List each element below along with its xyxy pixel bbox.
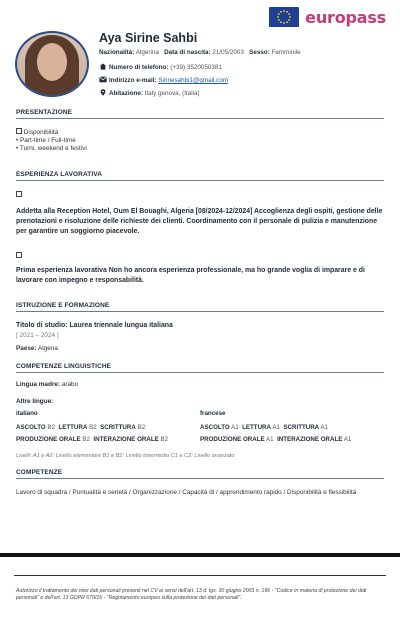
email-link[interactable]: Sirinesahbi1@gmail.com bbox=[158, 77, 229, 84]
address-value: Italy genova, (Italia) bbox=[144, 90, 200, 97]
nationality-label: Nazionalità: bbox=[99, 49, 135, 56]
phone-icon bbox=[99, 63, 107, 70]
section-title-lingue: COMPETENZE LINGUISTICHE bbox=[16, 363, 384, 373]
email-row: Indirizzo e-mail: Sirinesahbi1@gmail.com bbox=[99, 76, 228, 84]
document-icon bbox=[16, 191, 22, 197]
skills-list: Lavoro di squadra / Puntualità e serietà / Organizzazione / Capacità di / apprendimento rapido / Disponibilità e flessibilità bbox=[16, 489, 357, 496]
sex-label: Sesso: bbox=[249, 49, 270, 56]
footer-divider bbox=[14, 575, 386, 576]
other-languages-label: Altre lingue: bbox=[16, 398, 54, 405]
levels-note: Livelli: A1 e A2: Livello elementare B1 e B2: Livello intermedio C1 e C2: Livello avanzato bbox=[16, 453, 235, 459]
presentazione-content: Disponibilità • Part-time / Full-time • Turni, weekend e festivi bbox=[16, 129, 87, 153]
mother-tongue: Lingua madre: arabo bbox=[16, 381, 79, 388]
phone-row: Numero di telefono: (+39) 3520050381 bbox=[99, 63, 222, 71]
experience-item-icon-1 bbox=[16, 191, 386, 200]
europass-logo bbox=[269, 7, 386, 27]
section-title-esperienza: ESPERIENZA LAVORATIVA bbox=[16, 171, 384, 181]
experience-item-icon-2 bbox=[16, 252, 386, 261]
language-name-francese: francese bbox=[200, 410, 226, 417]
italiano-levels-row-1: ASCOLTO B2 LETTURA B2 SCRITTURA B2 bbox=[16, 424, 146, 431]
birth-value: 21/05/2003 bbox=[212, 49, 244, 56]
experience-item-1: Addetta alla Reception Hotel, Oum El Bouaghi, Algeria [08/2024-12/2024] Accoglienza degli ospiti, gestione delle prenotazioni e risoluzione delle richieste dei clienti. Coordinamento con il personale di pulizia e manutenzione per garantire un soggiorno piacevole. bbox=[16, 208, 383, 235]
section-title-competenze: COMPETENZE bbox=[16, 469, 384, 479]
language-name-italiano: italiano bbox=[16, 410, 38, 417]
degree-dates: [ 2021 – 2024 ] bbox=[16, 332, 59, 339]
document-icon bbox=[16, 252, 22, 258]
italiano-levels-row-2: PRODUZIONE ORALE B2 INTERAZIONE ORALE B2 bbox=[16, 436, 169, 443]
degree-title: Titolo di studio: Laurea triennale lungua italiana bbox=[16, 322, 173, 329]
nationality-value: Algerina bbox=[135, 49, 159, 56]
birth-label: Data di nascita: bbox=[164, 49, 211, 56]
phone-value: (+39) 3520050381 bbox=[170, 64, 222, 71]
sex-value: Femminile bbox=[271, 49, 301, 56]
privacy-consent-text: Autorizzo il trattamento dei miei dati personali presenti nel CV ai sensi dell'art. 13 d. lgs. 30 giugno 2003 n. 196 - "Codice in materia di protezione dei dati personali" e dell'art. 13 GDPR 679/16 - "Regolamento europeo sulla protezione dei dati personali". bbox=[16, 588, 367, 601]
eu-flag-icon bbox=[269, 7, 299, 27]
page-break-bar bbox=[0, 553, 400, 557]
candidate-name: Aya Sirine Sahbi bbox=[99, 31, 198, 45]
email-icon bbox=[99, 76, 107, 83]
francese-levels-row-1: ASCOLTO A1 LETTURA A1 SCRITTURA A1 bbox=[200, 424, 329, 431]
degree-country: Paese: Algena bbox=[16, 345, 58, 352]
francese-levels-row-2: PRODUZIONE ORALE A1 INTERAZIONE ORALE A1 bbox=[200, 436, 352, 443]
section-title-presentazione: PRESENTAZIONE bbox=[16, 109, 384, 119]
europass-logo-text: europass bbox=[305, 7, 386, 27]
personal-details-row bbox=[99, 49, 301, 56]
section-title-istruzione: ISTRUZIONE E FORMAZIONE bbox=[16, 302, 384, 312]
checkbox-icon bbox=[16, 128, 22, 134]
experience-item-2: Prima esperienza lavorativa Non ho ancora esperienza professionale, ma ho grande voglia di imparare e di lavorare con impegno e responsabilità. bbox=[16, 267, 365, 284]
profile-photo bbox=[15, 31, 89, 97]
address-row: Abitazione: Italy genova, (Italia) bbox=[99, 89, 200, 97]
location-pin-icon bbox=[99, 89, 107, 96]
